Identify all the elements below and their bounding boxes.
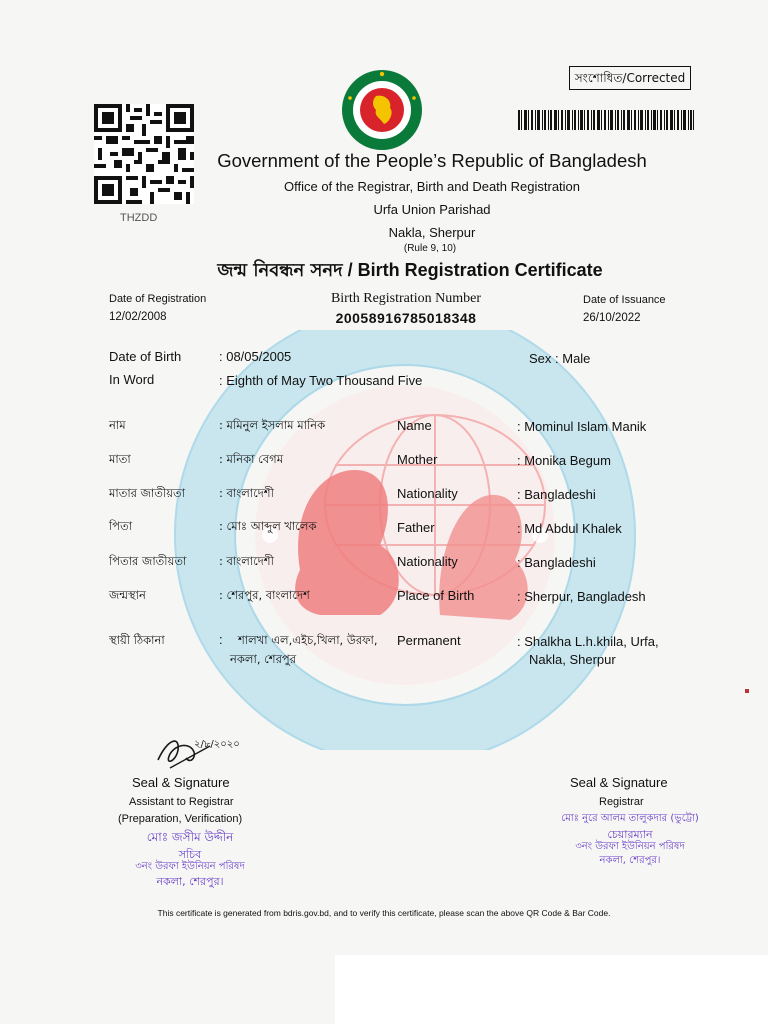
- assistant-stamp-office: ৩নং উরফা ইউনিয়ন পরিষদ: [135, 861, 245, 872]
- father-nationality-bn-value: : বাংলাদেশী: [219, 554, 274, 568]
- qr-code[interactable]: [94, 104, 194, 204]
- watermark-seal: [170, 330, 640, 750]
- assistant-signature-date: ২/৮/২০২০: [194, 739, 240, 750]
- barcode[interactable]: [518, 110, 694, 130]
- father-nationality-bn-label: পিতার জাতীয়তা: [109, 554, 187, 568]
- certificate-title-bn: জন্ম নিবন্ধন সনদ: [217, 260, 343, 281]
- name-en-label: Name: [397, 418, 432, 433]
- brn-label: Birth Registration Number: [330, 291, 482, 306]
- address-bn-line2: নকলা, শেরপুর: [230, 652, 297, 666]
- assistant-role-detail: (Preparation, Verification): [118, 813, 243, 825]
- certificate-title-separator: /: [342, 260, 358, 280]
- mother-nationality-en-label: Nationality: [397, 486, 458, 501]
- name-bn-label: নাম: [109, 418, 126, 432]
- mother-en-value: : Monika Begum: [517, 453, 611, 468]
- print-mark: [745, 689, 749, 693]
- union-name: Urfa Union Parishad: [373, 202, 491, 217]
- father-bn-label: পিতা: [109, 519, 133, 533]
- mother-bn-label: মাতা: [109, 452, 131, 466]
- father-en-label: Father: [397, 520, 435, 535]
- address-bn-colon: :: [219, 632, 223, 647]
- father-nationality-en-label: Nationality: [397, 554, 458, 569]
- date-of-registration-label: Date of Registration: [109, 293, 207, 305]
- mother-nationality-bn-label: মাতার জাতীয়তা: [109, 486, 185, 500]
- registrar-role: Registrar: [599, 796, 644, 808]
- mother-nationality-bn-value: : বাংলাদেশী: [219, 486, 274, 500]
- dob-value: : 08/05/2005: [219, 349, 292, 364]
- father-nationality-en-value: : Bangladeshi: [517, 555, 596, 570]
- location-name: Nakla, Sherpur: [388, 225, 476, 240]
- government-seal-logo: [340, 68, 424, 152]
- verification-note: This certificate is generated from bdris.gov.bd, and to verify this certificate, please scan the above QR Code & Bar Code.: [157, 908, 611, 918]
- assistant-stamp-title: সচিব: [178, 848, 202, 861]
- name-bn-value: : মমিনুল ইসলাম মানিক: [219, 418, 326, 432]
- father-en-value: : Md Abdul Khalek: [517, 521, 622, 536]
- mother-en-label: Mother: [397, 452, 438, 467]
- scan-blank-area: [335, 955, 768, 1024]
- assistant-stamp-location: নকলা, শেরপুর।: [156, 875, 224, 888]
- left-seal-signature-title: Seal & Signature: [132, 775, 230, 790]
- corrected-badge: সংশোধিত/Corrected: [569, 66, 691, 90]
- certificate-title-en: Birth Registration Certificate: [357, 260, 603, 280]
- in-word-label: In Word: [109, 372, 155, 387]
- assistant-stamp-name: মোঃ জসীম উদ্দীন: [146, 830, 234, 844]
- birthplace-en-value: : Sherpur, Bangladesh: [517, 589, 646, 604]
- office-name: Office of the Registrar, Birth and Death Registration: [283, 179, 581, 194]
- registrar-stamp-name: মোঃ নুরে আলম তালুকদার (ভুট্টো): [561, 813, 699, 824]
- father-bn-value: : মোঃ আব্দুল খালেক: [219, 519, 317, 533]
- date-of-registration-value: 12/02/2008: [109, 311, 167, 323]
- qr-code-label: THZDD: [120, 212, 158, 224]
- birthplace-en-label: Place of Birth: [397, 588, 475, 603]
- brn-value: 20058916785018348: [335, 310, 477, 326]
- dob-label: Date of Birth: [109, 349, 182, 364]
- birthplace-bn-value: : শেরপুর, বাংলাদেশ: [219, 588, 310, 602]
- birthplace-bn-label: জন্মস্থান: [109, 588, 146, 602]
- registrar-stamp-location: নকলা, শেরপুর।: [599, 855, 661, 866]
- address-bn-line1: শালখা এল,এইচ,খিলা, উরফা,: [238, 633, 378, 647]
- date-of-issuance-label: Date of Issuance: [583, 294, 666, 306]
- certificate-title: [150, 256, 670, 287]
- address-en-line1: : Shalkha L.h.khila, Urfa,: [517, 634, 659, 649]
- address-bn-label: স্থায়ী ঠিকানা: [109, 633, 165, 647]
- right-seal-signature-title: Seal & Signature: [570, 775, 668, 790]
- assistant-role: Assistant to Registrar: [129, 796, 234, 808]
- registrar-stamp-office: ৩নং উরফা ইউনিয়ন পরিষদ: [575, 841, 685, 852]
- address-en-label: Permanent: [397, 633, 461, 648]
- sex-value: Sex : Male: [529, 351, 591, 366]
- date-of-issuance-value: 26/10/2022: [583, 312, 641, 324]
- registrar-stamp-title: চেয়ারম্যান: [607, 828, 653, 841]
- rule-reference: (Rule 9, 10): [403, 243, 457, 254]
- mother-nationality-en-value: : Bangladeshi: [517, 487, 596, 502]
- government-title: Government of the People’s Republic of Bangladesh: [217, 150, 647, 171]
- address-en-line2: Nakla, Sherpur: [529, 652, 616, 667]
- name-en-value: : Mominul Islam Manik: [517, 419, 647, 434]
- mother-bn-value: : মনিকা বেগম: [219, 452, 284, 466]
- in-word-value: : Eighth of May Two Thousand Five: [219, 373, 423, 388]
